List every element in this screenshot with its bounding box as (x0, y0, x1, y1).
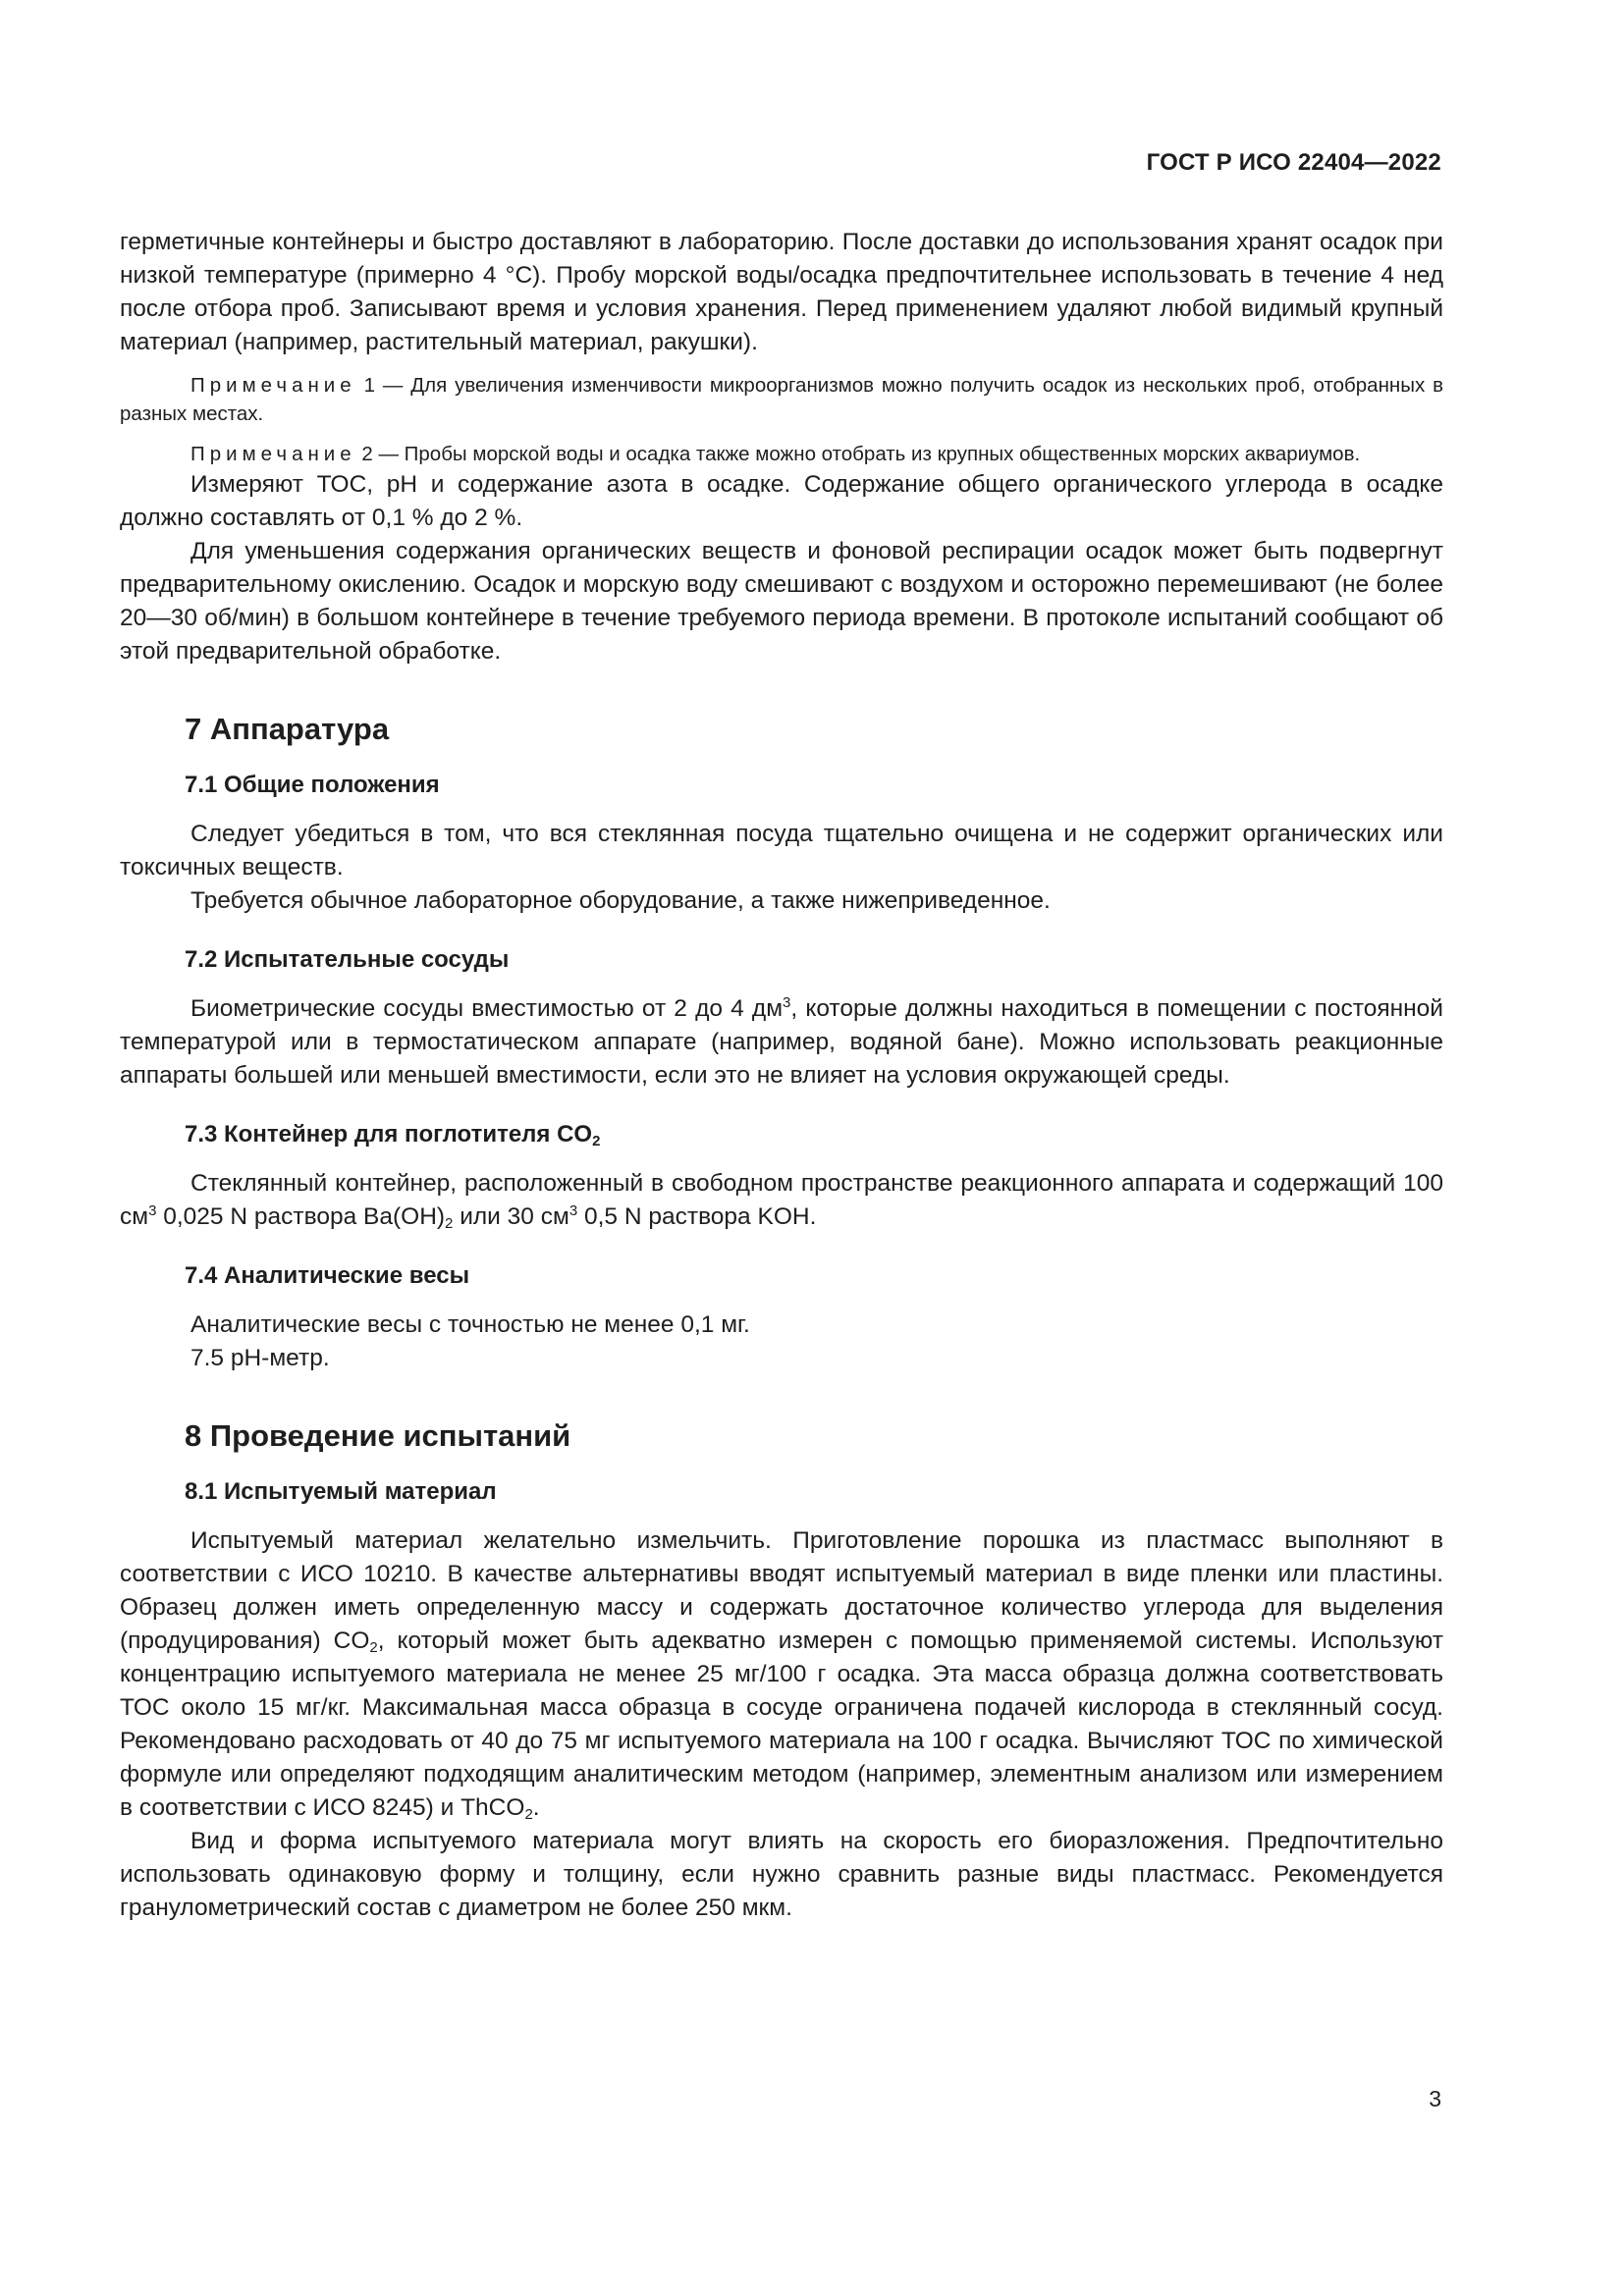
superscript: 3 (783, 994, 791, 1011)
section-7-1-paragraph-1: Следует убедиться в том, что вся стеклянная посуда тщательно очищена и не содержит органических или токсичных веществ. (120, 821, 1443, 881)
note-2-label: Примечание (190, 443, 356, 465)
text-run: Стеклянный контейнер, расположенный в свободном пространстве реакционного аппарата и содержащий 100 см (120, 1170, 1443, 1230)
section-7-4-paragraph-1: Аналитические весы с точностью не менее 0,1 мг. (190, 1311, 750, 1338)
heading-text: 7.3 Контейнер для поглотителя CO (185, 1121, 593, 1148)
page-body (120, 226, 1443, 1925)
text-run: 0,025 N раствора Ba(OH) (156, 1203, 446, 1230)
text-run: , которые должны находиться в помещении с постоянной температурой или в термостатическом аппарате (например, водяной бане). Можно использовать реакционные аппараты большей или меньшей вместимости, если это не влияет на условия окружающей среды. (120, 995, 1443, 1089)
subscript: 2 (445, 1215, 454, 1232)
text-run: Биометрические сосуды вместимостью от 2 до 4 дм (190, 995, 784, 1022)
text-run: Испытуемый материал желательно измельчить. Приготовление порошка из пластмасс выполняют в соответствии с ИСО 10210. В качестве альтернативы вводят испытуемый материал в виде пленки или пластины. Образец должен иметь определенную массу и содержать достаточное количество углерода для выделения (продуцирования) CO (120, 1527, 1443, 1654)
section-7-2-paragraph (120, 992, 1443, 1093)
text-run: , который может быть адекватно измерен с помощью применяемой системы. Используют концентрацию испытуемого материала не менее 25 мг/100 г осадка. Эта масса образца должна соответствовать ТОС около 15 мг/кг. Максимальная масса образца в сосуде ограничена подачей кислорода в стеклянный сосуд. Рекомендовано расходовать от 40 до 75 мг испытуемого материала на 100 г осадка. Вычисляют ТОС по химической формуле или определяют подходящим аналитическим методом (например, элементным анализом или измерением в соответствии с ИСО 8245) и ThCO (120, 1628, 1443, 1821)
section-8-1-paragraph-1 (120, 1524, 1443, 1825)
subscript: 2 (592, 1133, 601, 1149)
intro-paragraph-3: Для уменьшения содержания органических веществ и фоновой респирации осадок может быть подвергнут предварительному окислению. Осадок и морскую воду смешивают с воздухом и осторожно перемешивают (не более 20—30 об/мин) в большом контейнере в течение требуемого периода времени. В протоколе испытаний сообщают об этой предварительной обработке. (120, 538, 1443, 665)
text-run: 0,5 N раствора KOH. (577, 1203, 817, 1230)
subscript: 2 (369, 1639, 378, 1656)
note-2 (120, 440, 1443, 468)
section-8-1-paragraph-2: Вид и форма испытуемого материала могут влиять на скорость его биоразложения. Предпочтительно использовать одинаковую форму и толщину, если нужно сравнить разные виды пластмасс. Рекомендуется гранулометрический состав с диаметром не более 250 мкм. (120, 1828, 1443, 1921)
superscript: 3 (568, 1202, 578, 1219)
section-7-3-paragraph (120, 1167, 1443, 1234)
note-1 (120, 371, 1443, 428)
intro-paragraph-1: герметичные контейнеры и быстро доставляют в лабораторию. После доставки до использования хранят осадок при низкой температуре (примерно 4 °С). Пробу морской воды/осадка предпочтительнее использовать в течение 4 нед после отбора проб. Записывают время и условия хранения. Перед применением удаляют любой видимый крупный материал (например, растительный материал, ракушки). (120, 229, 1443, 355)
section-8-heading: 8 Проведение испытаний (185, 1418, 571, 1453)
section-8-1-heading: 8.1 Испытуемый материал (185, 1478, 497, 1505)
section-7-1-paragraph-2: Требуется обычное лабораторное оборудование, а также нижеприведенное. (190, 887, 1051, 914)
section-7-5-line: 7.5 pH-метр. (190, 1345, 330, 1371)
section-7-4-heading: 7.4 Аналитические весы (185, 1262, 470, 1289)
section-7-2-heading: 7.2 Испытательные сосуды (185, 946, 510, 973)
note-2-text: 2 — Пробы морской воды и осадка также можно отобрать из крупных общественных морских аквариумов. (361, 443, 1361, 465)
intro-paragraph-2: Измеряют ТОС, pH и содержание азота в осадке. Содержание общего органического углерода в осадке должно составлять от 0,1 % до 2 %. (120, 471, 1443, 531)
section-7-heading: 7 Аппаратура (185, 712, 390, 746)
standard-code-header: ГОСТ Р ИСО 22404—2022 (1146, 149, 1441, 176)
section-7-1-heading: 7.1 Общие положения (185, 772, 440, 798)
subscript: 2 (524, 1806, 533, 1823)
text-run: . (532, 1794, 540, 1821)
note-1-text: 1 — Для увеличения изменчивости микроорганизмов можно получить осадок из нескольких проб, отобранных в разных местах. (120, 374, 1444, 425)
note-1-label: Примечание (190, 374, 356, 397)
section-7-3-heading (185, 1118, 1443, 1151)
text-run: или 30 см (453, 1203, 569, 1230)
page-number: 3 (1429, 2086, 1441, 2111)
superscript: 3 (148, 1202, 157, 1219)
